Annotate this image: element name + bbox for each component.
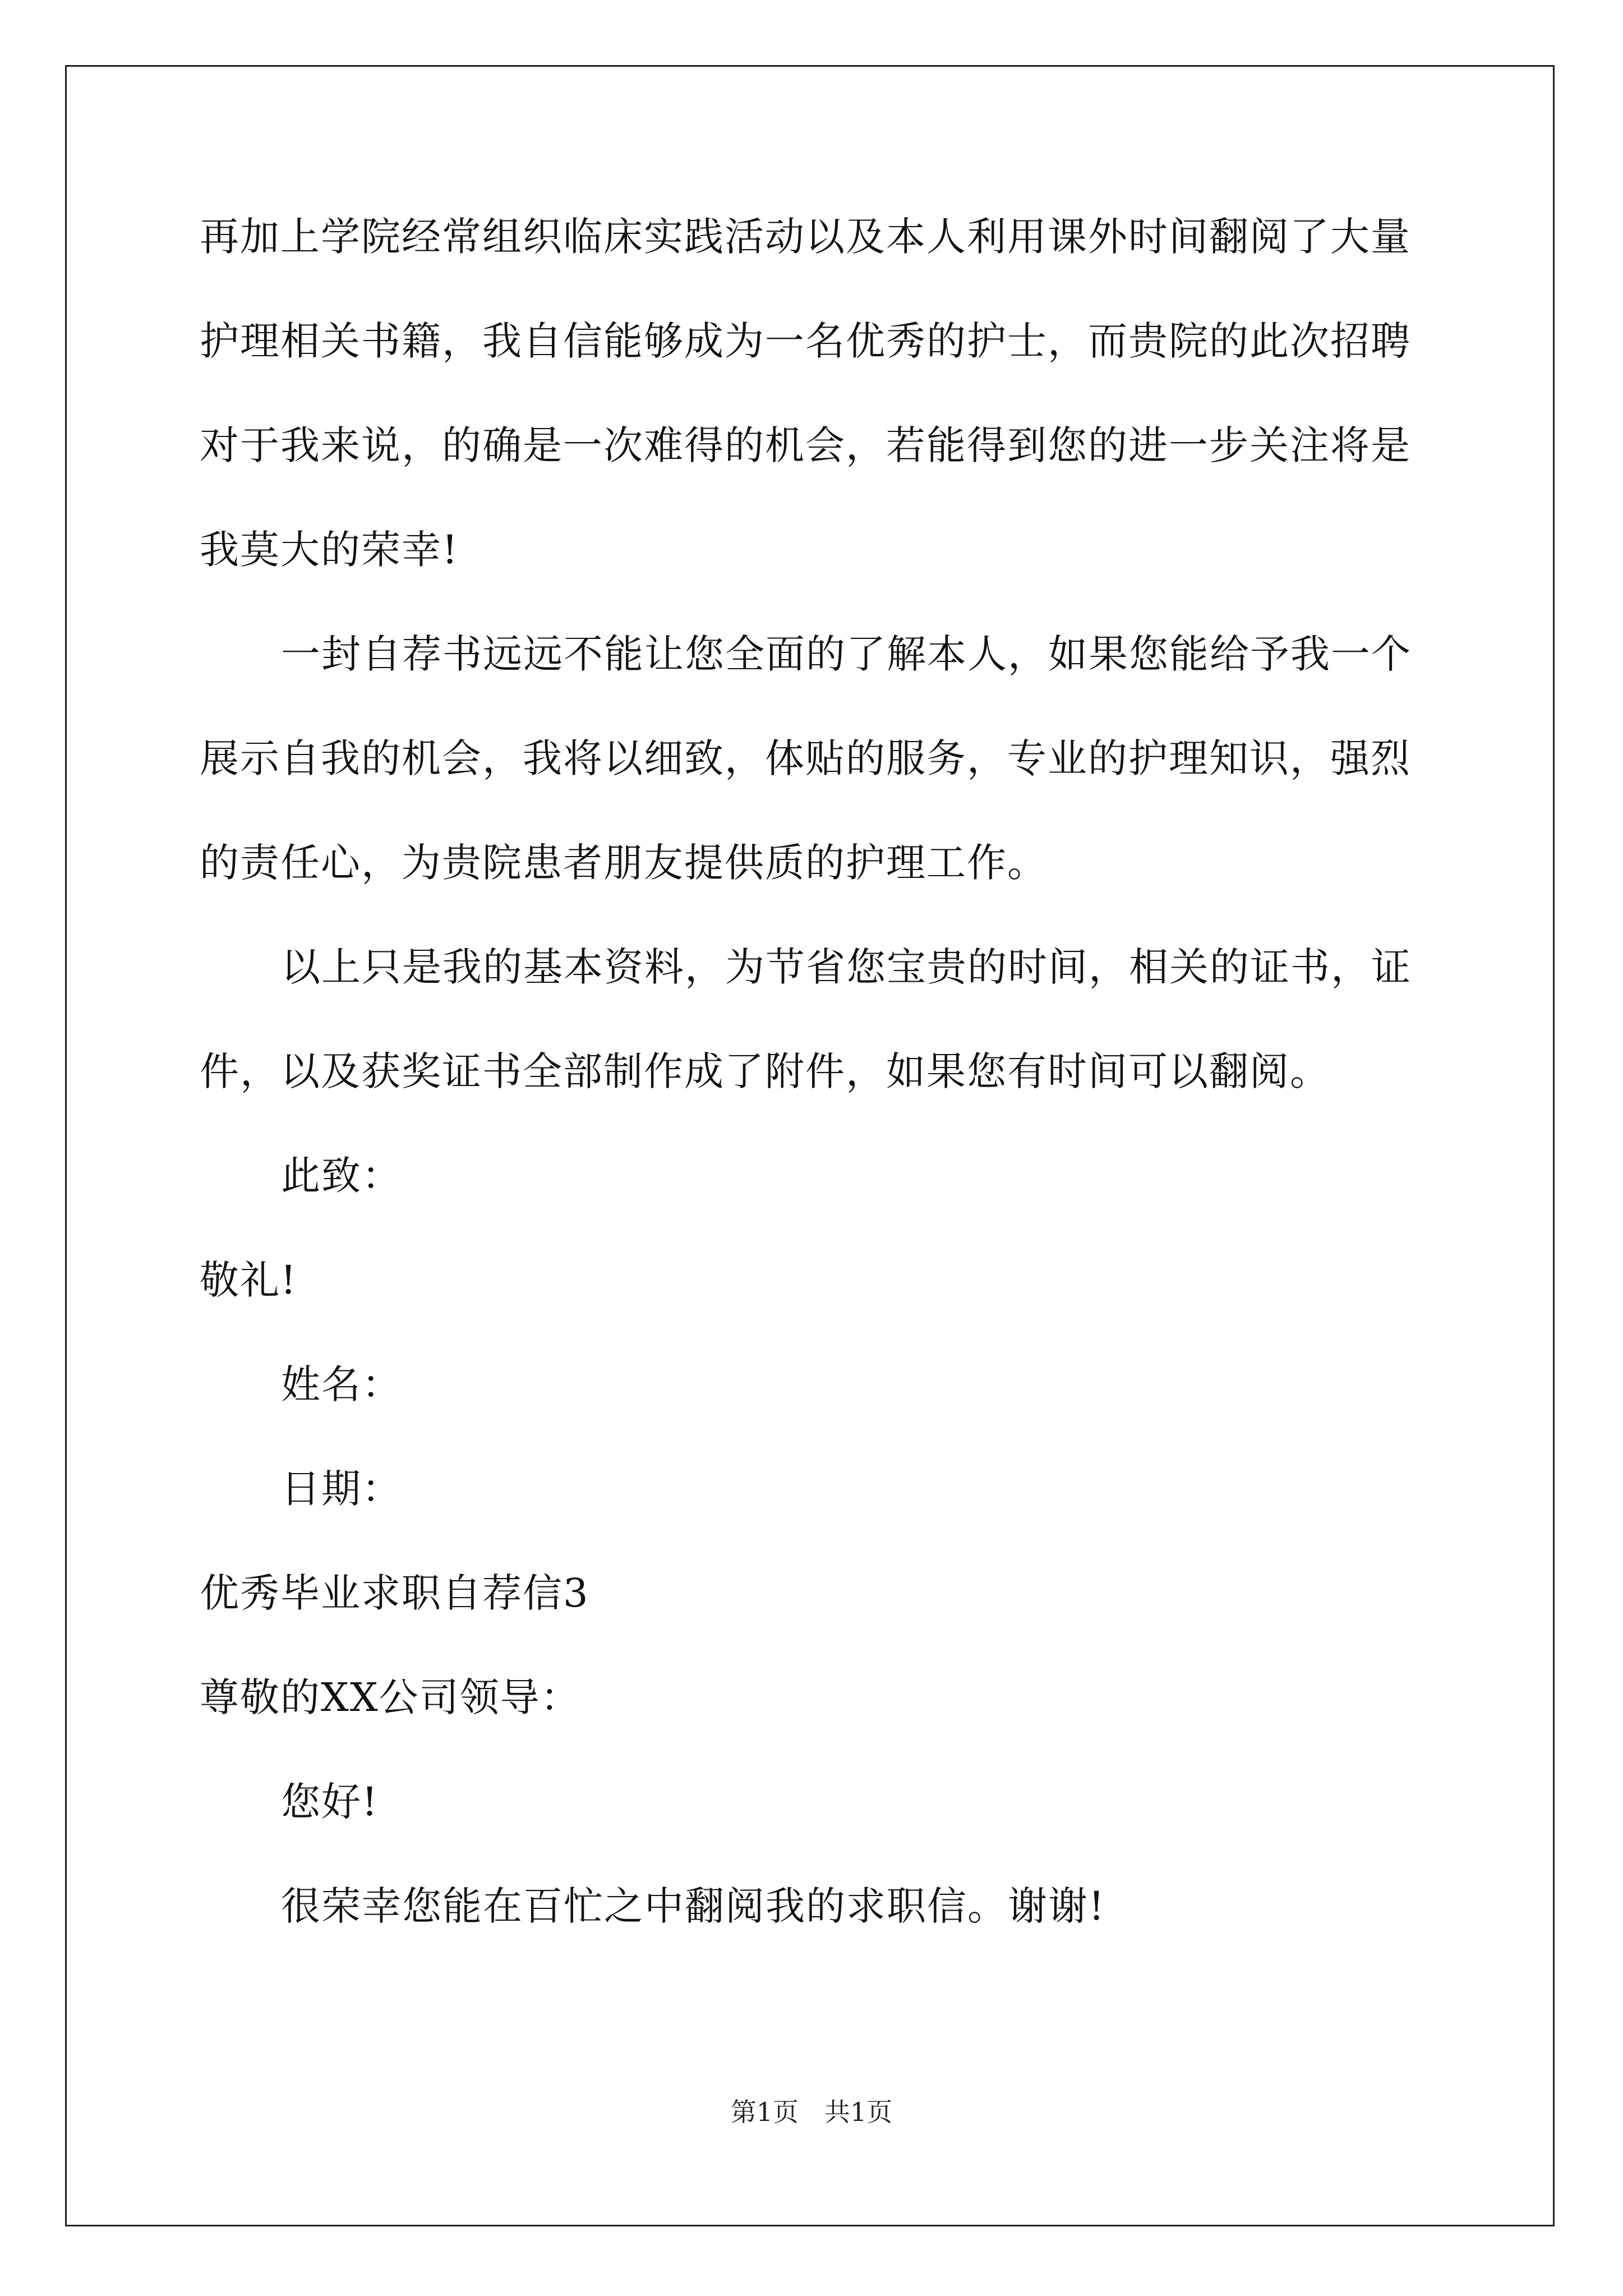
paragraph-line: 护理相关书籍，我自信能够成为一名优秀的护士，而贵院的此次招聘 <box>200 318 1411 364</box>
page-number-footer: 第1页 共1页 <box>730 2097 893 2127</box>
paragraph-line: 很荣幸您能在百忙之中翻阅我的求职信。谢谢! <box>281 1883 1106 1929</box>
greeting-line: 您好! <box>281 1779 379 1825</box>
letter-salutation: 尊敬的XX公司领导： <box>200 1674 581 1720</box>
closing-salutation: 此致： <box>281 1153 402 1199</box>
section-heading: 优秀毕业求职自荐信3 <box>200 1570 589 1616</box>
closing-regards: 敬礼! <box>200 1257 298 1303</box>
paragraph-line: 展示自我的机会，我将以细致，体贴的服务，专业的护理知识，强烈 <box>200 735 1411 781</box>
paragraph-line: 我莫大的荣幸! <box>200 527 459 573</box>
paragraph-line: 对于我来说，的确是一次难得的机会，若能得到您的进一步关注将是 <box>200 422 1411 468</box>
paragraph-line: 的责任心，为贵院患者朋友提供质的护理工作。 <box>200 840 1048 886</box>
paragraph-line: 以上只是我的基本资料，为节省您宝贵的时间，相关的证书，证 <box>281 944 1412 990</box>
signature-date: 日期： <box>281 1466 402 1512</box>
paragraph-line: 一封自荐书远远不能让您全面的了解本人，如果您能给予我一个 <box>281 631 1412 677</box>
paragraph-line: 件，以及获奖证书全部制作成了附件，如果您有时间可以翻阅。 <box>200 1048 1330 1094</box>
paragraph-line: 再加上学院经常组织临床实践活动以及本人利用课外时间翻阅了大量 <box>200 214 1411 260</box>
signature-name: 姓名： <box>281 1361 402 1407</box>
